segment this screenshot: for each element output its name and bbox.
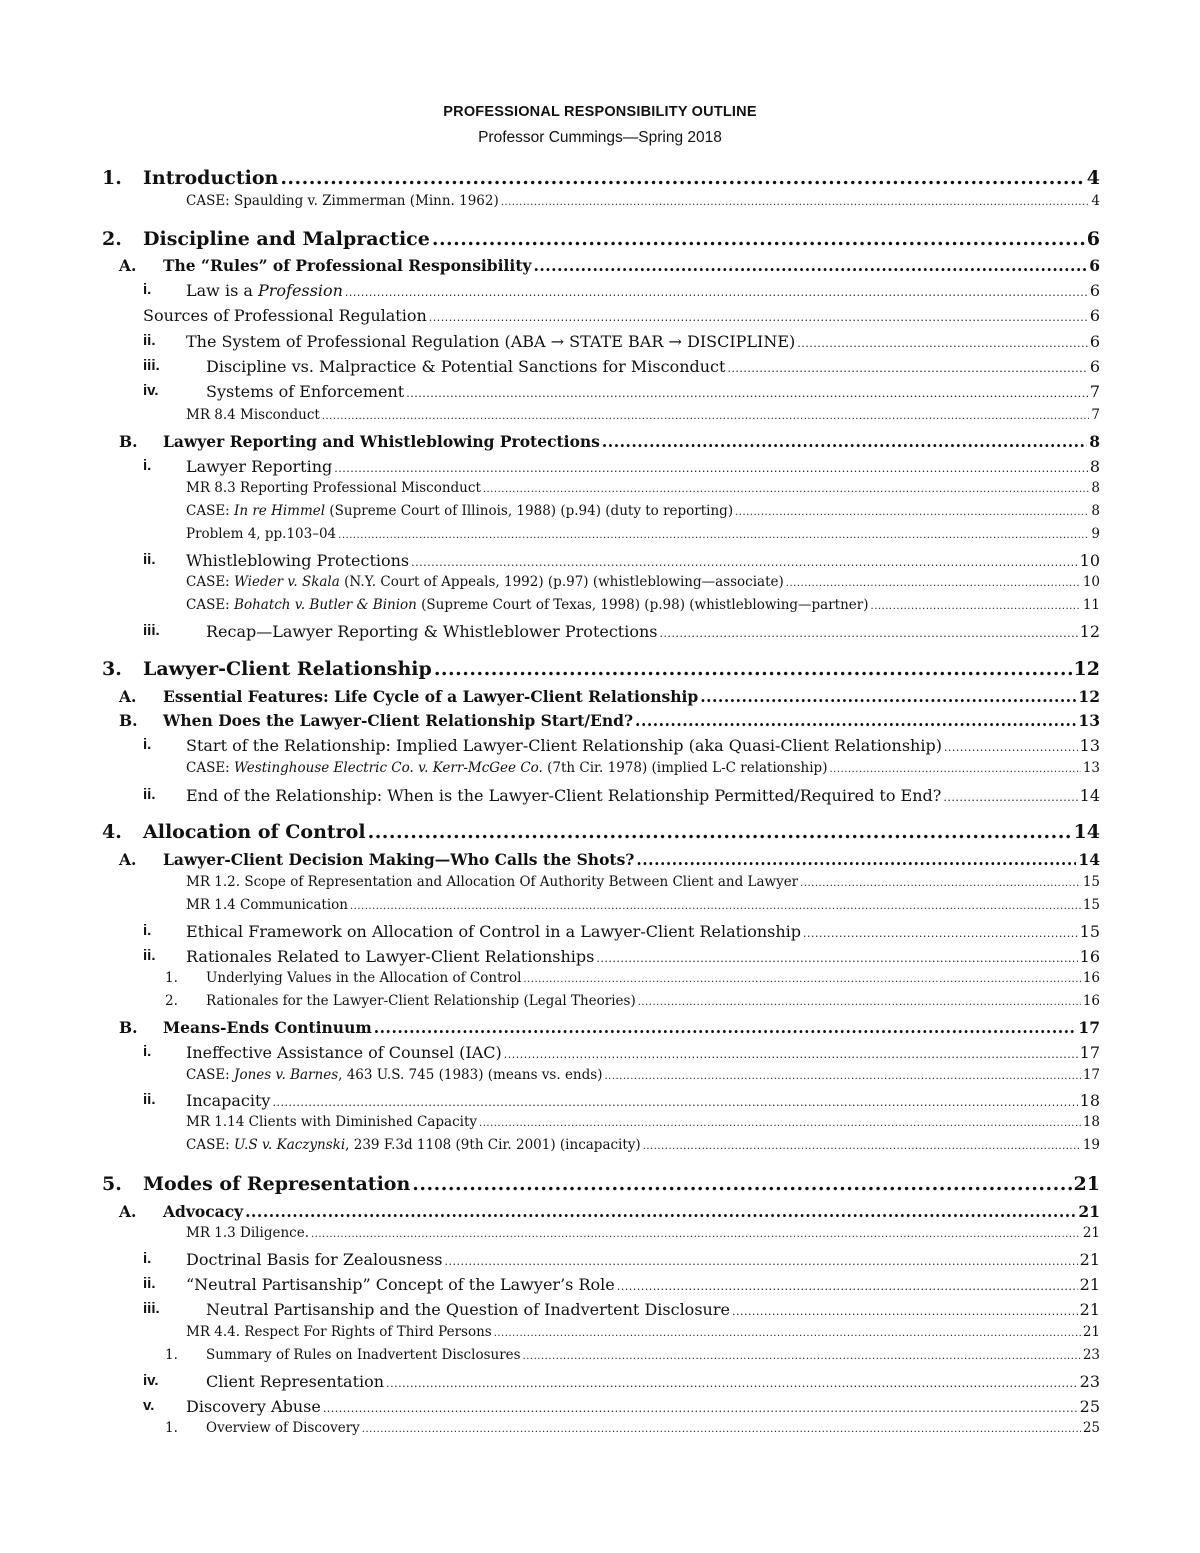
toc-page-number: 18 [1079, 1091, 1100, 1110]
toc-page-number: 14 [1079, 786, 1100, 805]
toc-page-number: 13 [1079, 736, 1100, 755]
dot-leader [245, 1202, 1076, 1221]
toc-entry-title: Summary of Rules on Inadvertent Disclosures [206, 1347, 521, 1363]
toc-entry-number: 1. [165, 1347, 178, 1363]
toc-entry[interactable] [206, 970, 1100, 986]
toc-entry-title: Rationales for the Lawyer-Client Relationship (Legal Theories) [206, 993, 636, 1009]
toc-page-number: 21 [1079, 1275, 1100, 1294]
dot-leader [412, 1173, 1071, 1195]
toc-entry-title [186, 597, 869, 613]
toc-entry-number: B. [119, 1018, 138, 1037]
toc-entry-number: iii. [143, 622, 160, 639]
toc-page-number: 17 [1082, 1067, 1100, 1083]
toc-entry-title: MR 8.3 Reporting Professional Misconduct [186, 480, 481, 496]
toc-page-number: 21 [1082, 1225, 1100, 1241]
toc-entry-title: Ethical Framework on Allocation of Control in a Lawyer-Client Relationship [186, 922, 802, 941]
toc-entry-number: ii. [143, 786, 156, 803]
toc-entry[interactable] [143, 306, 1100, 325]
toc-page-number: 16 [1082, 993, 1100, 1009]
toc-page-number: 10 [1082, 574, 1100, 590]
document-subtitle: Professor Cummings—Spring 2018 [478, 129, 722, 146]
dot-leader [944, 741, 1078, 754]
dot-leader [272, 1096, 1077, 1109]
dot-leader [727, 362, 1087, 375]
toc-entry-title: The “Rules” of Professional Responsibility [163, 256, 532, 275]
dot-leader [434, 658, 1072, 680]
toc-entry-case-name: Wieder v. Skala [234, 574, 340, 590]
toc-entry-title: MR 1.14 Clients with Diminished Capacity [186, 1114, 478, 1130]
dot-leader [660, 627, 1078, 640]
toc-page-number: 25 [1079, 1397, 1100, 1416]
toc-page-number: 6 [1089, 256, 1100, 275]
dot-leader [368, 821, 1072, 843]
toc-entry-number: ii. [143, 1275, 156, 1292]
toc-page-number: 8 [1089, 457, 1100, 476]
toc-entry-title: Overview of Discovery [206, 1420, 360, 1436]
toc-entry-title: Sources of Professional Regulation [143, 306, 427, 325]
toc-entry-title-prefix: CASE: [186, 503, 235, 519]
toc-entry-title-suffix: , 239 F.3d 1108 (9th Cir. 2001) (incapacity) [345, 1137, 641, 1153]
toc-page-number: 15 [1082, 874, 1100, 890]
toc-entry-title-suffix: (Supreme Court of Illinois, 1988) (p.94) (duty to reporting) [325, 503, 734, 519]
toc-page-number: 12 [1078, 687, 1100, 706]
toc-page-number: 23 [1079, 1372, 1100, 1391]
toc-page-number: 17 [1078, 1018, 1100, 1037]
toc-page-number: 13 [1078, 711, 1100, 730]
toc-entry[interactable] [186, 897, 1100, 913]
toc-entry-title: Doctrinal Basis for Zealousness [186, 1250, 443, 1269]
document-title: PROFESSIONAL RESPONSIBILITY OUTLINE [443, 104, 757, 120]
toc-page-number: 6 [1089, 281, 1100, 300]
toc-entry-number: B. [119, 432, 138, 451]
toc-entry[interactable] [163, 432, 1100, 451]
toc-entry-number: ii. [143, 332, 156, 349]
toc-page-number: 6 [1086, 228, 1100, 250]
toc-page-number: 19 [1082, 1137, 1100, 1153]
toc-entry[interactable] [186, 480, 1100, 496]
toc-page-number: 6 [1089, 357, 1100, 376]
toc-page-number: 8 [1089, 432, 1100, 451]
dot-leader [501, 197, 1090, 208]
toc-entry-title-prefix: CASE: [186, 574, 235, 590]
toc-entry-title: Essential Features: Life Cycle of a Lawyer-Client Relationship [163, 687, 699, 706]
toc-entry[interactable] [143, 228, 1100, 250]
dot-leader [322, 411, 1090, 422]
toc-entry[interactable] [186, 551, 1100, 570]
toc-entry-number: iv. [143, 1372, 159, 1389]
dot-leader [803, 927, 1078, 940]
toc-entry-number: ii. [143, 1091, 156, 1108]
toc-entry-title: Ineffective Assistance of Counsel (IAC) [186, 1043, 502, 1062]
toc-entry-title: CASE: Spaulding v. Zimmerman (Minn. 1962) [186, 193, 499, 209]
toc-entry-title-prefix: Law is a [186, 281, 258, 300]
toc-entry[interactable] [186, 503, 1100, 519]
toc-entry[interactable] [186, 597, 1100, 613]
toc-page-number: 23 [1082, 1347, 1100, 1363]
toc-entry-case-name: Westinghouse Electric Co. v. Kerr-McGee Co. [234, 760, 543, 776]
toc-entry-title: Lawyer-Client Relationship [143, 658, 432, 680]
toc-entry-title: Lawyer Reporting [186, 457, 333, 476]
dot-leader [635, 711, 1076, 730]
toc-entry-title: Introduction [143, 167, 279, 189]
toc-entry-number: 1. [165, 1420, 178, 1436]
toc-page-number: 21 [1073, 1173, 1100, 1195]
toc-page-number: 4 [1091, 193, 1100, 209]
toc-entry-title: The System of Professional Regulation (ABA → STATE BAR → DISCIPLINE) [186, 332, 796, 351]
toc-entry-title: MR 1.3 Diligence. [186, 1225, 309, 1241]
toc-entry-title: Discovery Abuse [186, 1397, 321, 1416]
toc-entry-number: 3. [102, 658, 122, 680]
toc-entry-number: 2. [165, 993, 178, 1009]
toc-entry[interactable] [143, 1173, 1100, 1195]
toc-page-number: 18 [1082, 1114, 1100, 1130]
toc-entry-title: “Neutral Partisanship” Concept of the Lawyer’s Role [186, 1275, 615, 1294]
toc-entry-number: i. [143, 1250, 152, 1267]
dot-leader [786, 578, 1081, 589]
toc-entry-title [186, 1067, 602, 1083]
toc-entry[interactable] [163, 1018, 1100, 1037]
dot-leader [643, 1141, 1081, 1152]
toc-entry-title: Discipline vs. Malpractice & Potential Sanctions for Misconduct [206, 357, 726, 376]
toc-entry-title-prefix: CASE: [186, 1137, 235, 1153]
toc-page-number: 15 [1082, 897, 1100, 913]
toc-page-number: 8 [1091, 503, 1100, 519]
toc-entry[interactable] [186, 193, 1100, 209]
toc-entry[interactable] [186, 281, 1100, 300]
toc-entry[interactable] [163, 687, 1100, 706]
toc-page-number: 11 [1082, 597, 1100, 613]
toc-entry-number: ii. [143, 947, 156, 964]
toc-entry[interactable] [186, 457, 1100, 476]
toc-entry-case-name: In re Himmel [234, 503, 326, 519]
toc-entry-title: Whistleblowing Protections [186, 551, 410, 570]
toc-entry-title [186, 1137, 641, 1153]
toc-entry-title: When Does the Lawyer-Client Relationship Start/End? [163, 711, 634, 730]
toc-entry-case-name: Profession [257, 281, 343, 300]
toc-entry-number: i. [143, 281, 152, 298]
dot-leader [280, 167, 1084, 189]
dot-leader [523, 1351, 1081, 1362]
toc-entry[interactable] [206, 993, 1100, 1009]
toc-entry[interactable] [186, 874, 1100, 890]
toc-entry-title-prefix: CASE: [186, 1067, 235, 1083]
toc-entry[interactable] [186, 1397, 1100, 1416]
dot-leader [735, 507, 1089, 518]
dot-leader [800, 878, 1081, 889]
toc-entry-case-name: Jones v. Barnes [234, 1067, 339, 1083]
toc-entry-title: Rationales Related to Lawyer-Client Relationships [186, 947, 595, 966]
toc-entry-title-suffix: (Supreme Court of Texas, 1998) (p.98) (whistleblowing—partner) [416, 597, 869, 613]
dot-leader [494, 1328, 1081, 1339]
toc-page-number: 6 [1089, 332, 1100, 351]
toc-entry[interactable] [206, 382, 1100, 401]
dot-leader [483, 484, 1090, 495]
toc-entry-number: A. [119, 850, 137, 869]
toc-entry[interactable] [206, 1300, 1100, 1319]
toc-page-number: 21 [1079, 1250, 1100, 1269]
toc-page-number: 8 [1091, 480, 1100, 496]
toc-entry[interactable] [206, 1420, 1100, 1436]
toc-entry-number: ii. [143, 551, 156, 568]
toc-entry-number: 2. [102, 228, 122, 250]
dot-leader [700, 687, 1076, 706]
toc-entry-title: Start of the Relationship: Implied Lawyer-Client Relationship (aka Quasi-Client Relationship) [186, 736, 942, 755]
toc-page-number: 17 [1079, 1043, 1100, 1062]
toc-entry-title-suffix: (N.Y. Court of Appeals, 1992) (p.97) (whistleblowing—associate) [339, 574, 784, 590]
dot-leader [479, 1118, 1081, 1129]
toc-entry-title: MR 1.2. Scope of Representation and Allocation Of Authority Between Client and Lawyer [186, 874, 799, 890]
toc-entry-number: v. [143, 1397, 155, 1414]
dot-leader [429, 311, 1088, 324]
toc-entry[interactable] [186, 1225, 1100, 1241]
toc-entry-number: i. [143, 1043, 152, 1060]
toc-page-number: 16 [1079, 947, 1100, 966]
toc-entry[interactable] [186, 407, 1100, 423]
toc-page-number: 12 [1073, 658, 1100, 680]
toc-page-number: 12 [1079, 622, 1100, 641]
dot-leader [638, 997, 1081, 1008]
dot-leader [533, 256, 1087, 275]
dot-leader [362, 1424, 1081, 1435]
toc-entry-title-prefix: CASE: [186, 760, 235, 776]
toc-entry-title: Discipline and Malpractice [143, 228, 430, 250]
toc-entry[interactable] [186, 786, 1100, 805]
toc-entry-number: 4. [102, 821, 122, 843]
dot-leader [345, 286, 1088, 299]
toc-entry-title: Incapacity [186, 1091, 271, 1110]
toc-entry-number: 1. [102, 167, 122, 189]
toc-entry-title: Problem 4, pp.103–04 [186, 526, 337, 542]
toc-page-number: 6 [1089, 306, 1100, 325]
toc-entry-number: 1. [165, 970, 178, 986]
dot-leader [943, 791, 1077, 804]
toc-page-number: 21 [1082, 1324, 1100, 1340]
toc-entry[interactable] [163, 850, 1100, 869]
toc-entry-title: Modes of Representation [143, 1173, 411, 1195]
toc-entry-title: Advocacy [163, 1202, 244, 1221]
dot-leader [432, 228, 1085, 250]
toc-entry[interactable] [163, 256, 1100, 275]
toc-entry-title [186, 503, 733, 519]
toc-entry[interactable] [186, 1250, 1100, 1269]
toc-entry-title: Lawyer Reporting and Whistleblowing Protections [163, 432, 600, 451]
toc-entry[interactable] [143, 167, 1100, 189]
toc-page-number: 9 [1091, 526, 1100, 542]
toc-entry[interactable] [186, 574, 1100, 590]
toc-entry-case-name: Bohatch v. Butler & Binion [234, 597, 417, 613]
toc-entry[interactable] [186, 1275, 1100, 1294]
dot-leader [871, 601, 1081, 612]
toc-entry[interactable] [186, 1137, 1100, 1153]
dot-leader [411, 556, 1078, 569]
toc-page-number: 16 [1082, 970, 1100, 986]
toc-entry[interactable] [186, 332, 1100, 351]
toc-entry-number: i. [143, 736, 152, 753]
toc-entry[interactable] [143, 658, 1100, 680]
dot-leader [797, 337, 1088, 350]
dot-leader [406, 387, 1088, 400]
toc-entry[interactable] [163, 711, 1100, 730]
dot-leader [311, 1229, 1081, 1240]
dot-leader [617, 1280, 1078, 1293]
toc-entry[interactable] [186, 760, 1100, 776]
toc-entry[interactable] [143, 821, 1100, 843]
toc-entry[interactable] [206, 1347, 1100, 1363]
toc-entry-title: MR 1.4 Communication [186, 897, 348, 913]
toc-entry[interactable] [186, 526, 1100, 542]
toc-entry[interactable] [206, 357, 1100, 376]
toc-entry[interactable] [206, 622, 1100, 641]
toc-entry-number: A. [119, 1202, 137, 1221]
toc-entry-number: 5. [102, 1173, 122, 1195]
dot-leader [636, 850, 1076, 869]
toc-entry-number: A. [119, 256, 137, 275]
toc-page-number: 13 [1082, 760, 1100, 776]
toc-entry-title: MR 8.4 Misconduct [186, 407, 320, 423]
toc-entry-title [186, 281, 343, 300]
toc-entry-number: i. [143, 457, 152, 474]
dot-leader [334, 462, 1088, 475]
toc-page-number: 14 [1073, 821, 1100, 843]
toc-entry[interactable] [186, 1043, 1100, 1062]
toc-page-number: 7 [1091, 407, 1100, 423]
dot-leader [732, 1305, 1078, 1318]
dot-leader [338, 530, 1089, 541]
toc-entry-title: Neutral Partisanship and the Question of Inadvertent Disclosure [206, 1300, 730, 1319]
toc-entry-title [186, 574, 784, 590]
dot-leader [323, 1402, 1078, 1415]
toc-entry-number: iii. [143, 1300, 160, 1317]
toc-entry-number: i. [143, 922, 152, 939]
toc-page-number: 7 [1089, 382, 1100, 401]
toc-page-number: 25 [1082, 1420, 1100, 1436]
dot-leader [604, 1071, 1080, 1082]
toc-entry-title: Means-Ends Continuum [163, 1018, 372, 1037]
dot-leader [596, 952, 1077, 965]
toc-entry-number: iii. [143, 357, 160, 374]
toc-entry-title: Underlying Values in the Allocation of Control [206, 970, 522, 986]
dot-leader [523, 974, 1080, 985]
toc-entry-title: End of the Relationship: When is the Lawyer-Client Relationship Permitted/Required to End? [186, 786, 942, 805]
toc-entry-title: Client Representation [206, 1372, 385, 1391]
toc-entry[interactable] [186, 1324, 1100, 1340]
toc-entry-number: B. [119, 711, 138, 730]
dot-leader [444, 1255, 1077, 1268]
toc-entry[interactable] [206, 1372, 1100, 1391]
toc-entry-title: Lawyer-Client Decision Making—Who Calls the Shots? [163, 850, 635, 869]
toc-entry-title-suffix: , 463 U.S. 745 (1983) (means vs. ends) [338, 1067, 603, 1083]
toc-entry-number: iv. [143, 382, 159, 399]
toc-entry[interactable] [186, 947, 1100, 966]
toc-entry-case-name: U.S v. Kaczynski [234, 1137, 346, 1153]
dot-leader [504, 1048, 1078, 1061]
toc-entry-title: Systems of Enforcement [206, 382, 405, 401]
toc-entry[interactable] [186, 1067, 1100, 1083]
dot-leader [350, 901, 1081, 912]
toc-entry[interactable] [186, 922, 1100, 941]
dot-leader [374, 1018, 1077, 1037]
toc-entry-title [186, 760, 827, 776]
toc-page-number: 14 [1078, 850, 1100, 869]
toc-entry[interactable] [186, 1091, 1100, 1110]
toc-entry-title-suffix: (7th Cir. 1978) (implied L-C relationship) [542, 760, 828, 776]
toc-entry-title: Allocation of Control [143, 821, 366, 843]
toc-entry-title: MR 4.4. Respect For Rights of Third Persons [186, 1324, 492, 1340]
toc-page-number: 10 [1079, 551, 1100, 570]
toc-entry[interactable] [186, 1114, 1100, 1130]
toc-page-number: 15 [1079, 922, 1100, 941]
toc-page-number: 4 [1086, 167, 1100, 189]
toc-entry-number: A. [119, 687, 137, 706]
toc-entry-title: Recap—Lawyer Reporting & Whistleblower Protections [206, 622, 658, 641]
toc-page-number: 21 [1078, 1202, 1100, 1221]
toc-entry[interactable] [186, 736, 1100, 755]
toc-page-number: 21 [1079, 1300, 1100, 1319]
toc-entry[interactable] [163, 1202, 1100, 1221]
dot-leader [386, 1377, 1078, 1390]
dot-leader [829, 764, 1080, 775]
toc-entry-title-prefix: CASE: [186, 597, 235, 613]
dot-leader [602, 432, 1087, 451]
